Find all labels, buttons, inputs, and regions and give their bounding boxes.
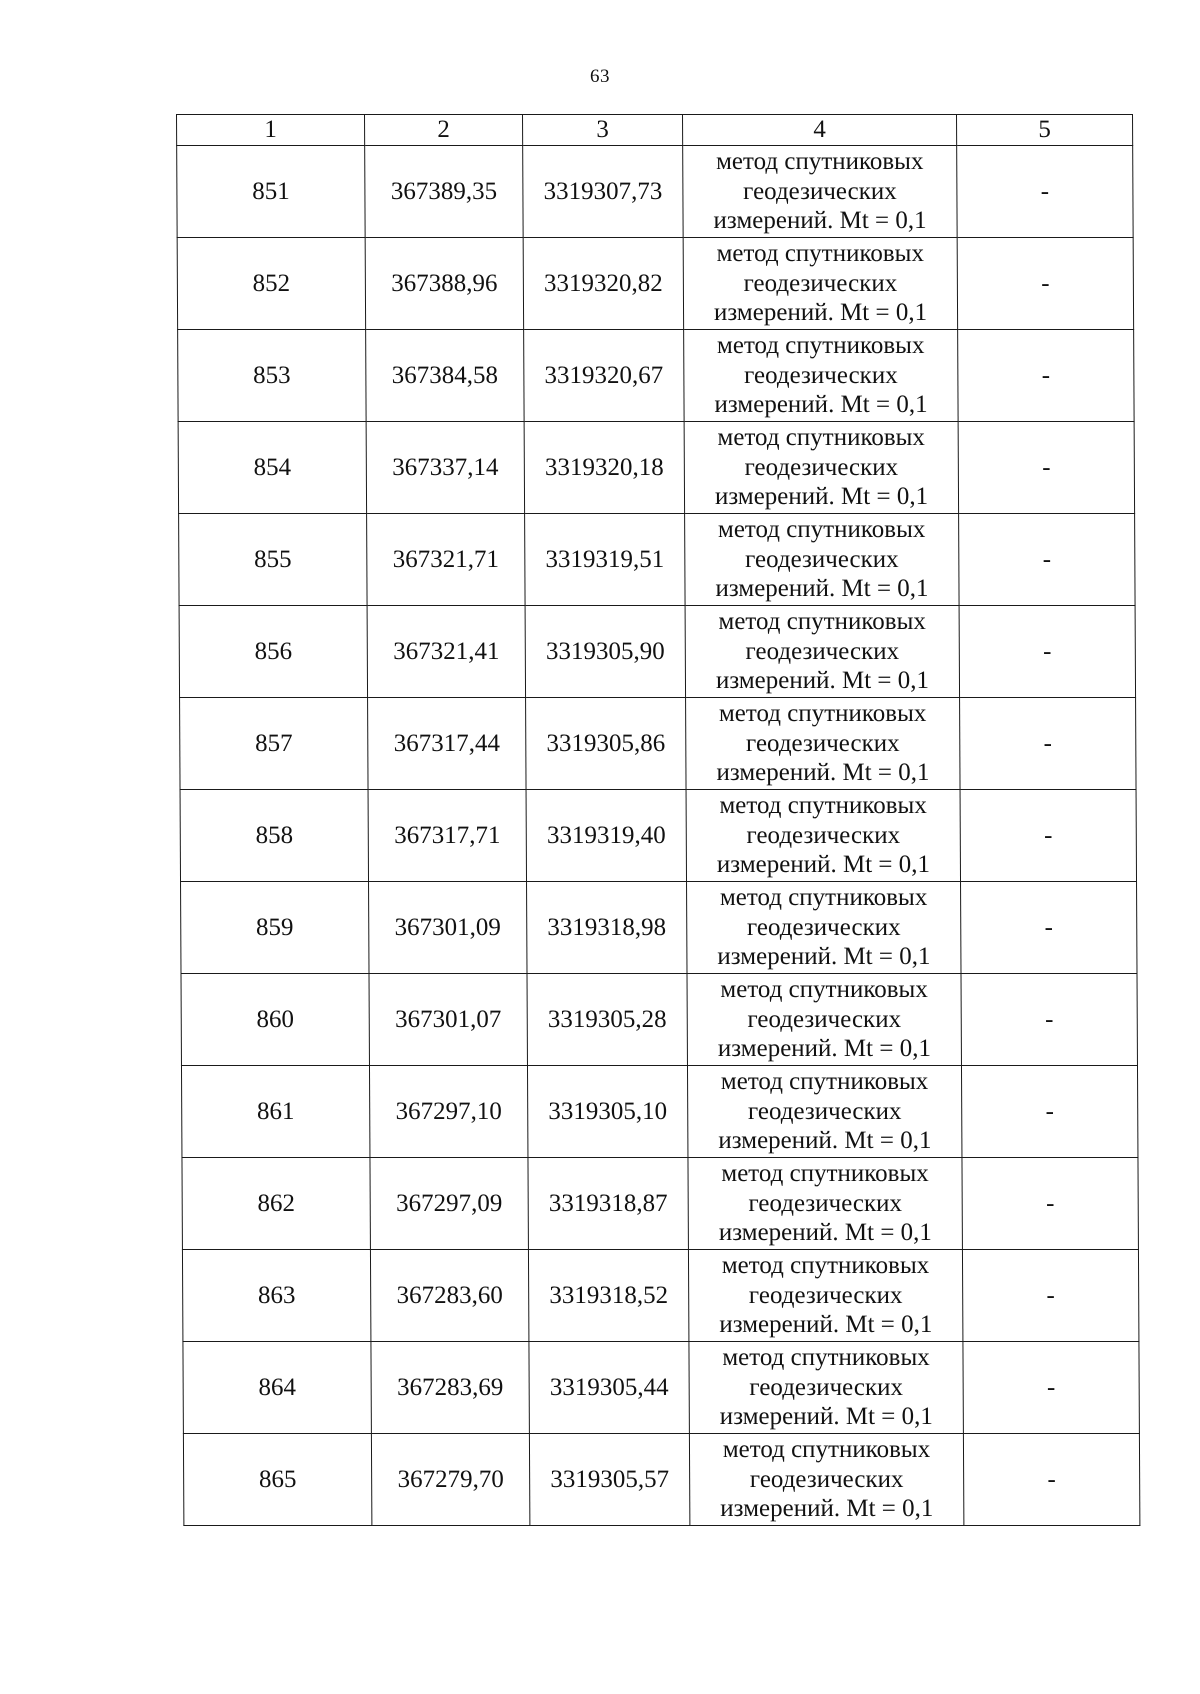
method-line: геодезических [749, 1465, 904, 1493]
x-coordinate-cell: 367384,58 [366, 330, 524, 422]
method-line: измерений. Mt = 0,1 [717, 943, 931, 971]
x-coordinate-cell: 367317,71 [368, 790, 526, 882]
y-coordinate-cell: 3319305,86 [526, 698, 686, 790]
method-line: измерений. Mt = 0,1 [714, 483, 929, 511]
method-line: измерений. Mt = 0,1 [715, 575, 929, 603]
table-row [182, 1250, 1138, 1342]
y-coordinate-cell: 3319319,40 [526, 790, 686, 882]
header-row [177, 115, 1133, 146]
method-cell [683, 146, 957, 238]
note-cell: - [960, 698, 1136, 790]
y-coordinate-cell: 3319320,82 [523, 238, 683, 330]
method-cell [685, 606, 959, 698]
method-cell [687, 882, 961, 974]
y-coordinate-cell: 3319305,10 [527, 1066, 687, 1158]
method-line: метод спутниковых [722, 1344, 930, 1372]
table-row [179, 514, 1135, 606]
y-coordinate-cell: 3319305,57 [529, 1434, 689, 1526]
point-number-cell: 858 [180, 790, 368, 882]
method-line: метод спутниковых [717, 516, 926, 544]
method-line: метод спутниковых [716, 240, 925, 268]
method-line: измерений. Mt = 0,1 [719, 1311, 933, 1339]
method-line: измерений. Mt = 0,1 [714, 391, 928, 419]
method-line: измерений. Mt = 0,1 [718, 1127, 932, 1155]
y-coordinate-cell: 3319318,87 [528, 1158, 688, 1250]
y-coordinate-cell: 3319320,18 [524, 422, 684, 514]
method-line: метод спутниковых [721, 1160, 929, 1188]
table-header [177, 115, 1133, 146]
x-coordinate-cell: 367389,35 [365, 146, 523, 238]
method-line: геодезических [743, 269, 898, 297]
point-number-cell: 859 [181, 882, 369, 974]
point-number-cell: 862 [182, 1158, 370, 1250]
method-line: измерений. Mt = 0,1 [716, 851, 931, 879]
table-row [177, 146, 1133, 238]
point-number-cell: 852 [177, 238, 365, 330]
point-number-cell: 863 [182, 1250, 370, 1342]
note-cell: - [958, 330, 1134, 422]
method-line: геодезических [748, 1189, 903, 1217]
method-line: геодезических [744, 453, 899, 481]
method-line: геодезических [747, 1097, 902, 1125]
method-line: измерений. Mt = 0,1 [719, 1403, 933, 1431]
table-body [177, 146, 1140, 1526]
x-coordinate-cell: 367283,60 [370, 1250, 528, 1342]
method-cell [686, 790, 960, 882]
x-coordinate-cell: 367297,09 [370, 1158, 528, 1250]
method-line: геодезических [745, 729, 900, 757]
table-row [182, 1158, 1138, 1250]
y-coordinate-cell: 3319305,28 [527, 974, 687, 1066]
x-coordinate-cell: 367317,44 [368, 698, 526, 790]
method-cell [686, 698, 960, 790]
method-line: метод спутниковых [722, 1436, 931, 1464]
x-coordinate-cell: 367337,14 [366, 422, 524, 514]
method-line: метод спутниковых [716, 332, 925, 360]
note-cell: - [961, 882, 1137, 974]
header-cell-2: 2 [365, 115, 523, 146]
point-number-cell: 855 [179, 514, 367, 606]
coordinates-table-wrapper [176, 114, 1139, 1526]
table-row [183, 1342, 1139, 1434]
y-coordinate-cell: 3319305,44 [529, 1342, 689, 1434]
method-line: измерений. Mt = 0,1 [713, 207, 927, 235]
point-number-cell: 854 [178, 422, 366, 514]
y-coordinate-cell: 3319318,98 [527, 882, 687, 974]
method-line: геодезических [746, 913, 901, 941]
method-line: измерений. Mt = 0,1 [713, 299, 928, 327]
coordinates-table [176, 114, 1140, 1526]
y-coordinate-cell: 3319318,52 [528, 1250, 688, 1342]
note-cell: - [962, 1250, 1138, 1342]
method-line: геодезических [743, 177, 897, 205]
point-number-cell: 864 [183, 1342, 371, 1434]
method-line: метод спутниковых [718, 700, 927, 728]
table-row [178, 422, 1134, 514]
table-row [180, 790, 1136, 882]
method-line: геодезических [744, 545, 899, 573]
note-cell: - [957, 238, 1133, 330]
note-cell: - [962, 1158, 1138, 1250]
method-line: геодезических [749, 1373, 904, 1401]
note-cell: - [958, 422, 1134, 514]
x-coordinate-cell: 367279,70 [371, 1434, 529, 1526]
table-row [177, 238, 1133, 330]
method-cell [687, 1066, 961, 1158]
note-cell: - [961, 1066, 1137, 1158]
method-cell [689, 1434, 963, 1526]
x-coordinate-cell: 367283,69 [371, 1342, 529, 1434]
y-coordinate-cell: 3319320,67 [524, 330, 684, 422]
point-number-cell: 856 [179, 606, 367, 698]
y-coordinate-cell: 3319319,51 [525, 514, 685, 606]
method-line: измерений. Mt = 0,1 [717, 1035, 931, 1063]
method-line: геодезических [744, 361, 898, 389]
note-cell: - [957, 146, 1133, 238]
method-line: геодезических [747, 1005, 902, 1033]
point-number-cell: 865 [183, 1434, 371, 1526]
table-row [179, 606, 1135, 698]
method-cell [684, 330, 958, 422]
note-cell: - [959, 606, 1135, 698]
table-row [181, 974, 1137, 1066]
method-line: измерений. Mt = 0,1 [718, 1219, 932, 1247]
method-cell [689, 1342, 963, 1434]
x-coordinate-cell: 367301,07 [369, 974, 527, 1066]
page-number: 63 [590, 66, 610, 87]
x-coordinate-cell: 367301,09 [369, 882, 527, 974]
method-cell [685, 514, 959, 606]
x-coordinate-cell: 367321,41 [367, 606, 525, 698]
header-cell-3: 3 [523, 115, 683, 146]
x-coordinate-cell: 367297,10 [369, 1066, 527, 1158]
note-cell: - [961, 974, 1137, 1066]
method-line: метод спутниковых [717, 424, 925, 452]
method-line: измерений. Mt = 0,1 [720, 1495, 934, 1523]
method-cell [688, 1250, 962, 1342]
table-row [181, 1066, 1137, 1158]
note-cell: - [963, 1342, 1139, 1434]
x-coordinate-cell: 367388,96 [365, 238, 523, 330]
table-row [180, 698, 1136, 790]
method-line: метод спутниковых [721, 1252, 930, 1280]
point-number-cell: 857 [180, 698, 368, 790]
method-cell [688, 1158, 962, 1250]
note-cell: - [963, 1434, 1139, 1526]
method-line: метод спутниковых [720, 1068, 929, 1096]
method-line: метод спутниковых [720, 976, 928, 1004]
table-row [178, 330, 1134, 422]
y-coordinate-cell: 3319307,73 [523, 146, 683, 238]
method-line: метод спутниковых [718, 608, 926, 636]
point-number-cell: 860 [181, 974, 369, 1066]
method-line: геодезических [748, 1281, 903, 1309]
method-line: измерений. Mt = 0,1 [715, 667, 930, 695]
method-line: геодезических [745, 637, 900, 665]
table-row [183, 1434, 1139, 1526]
point-number-cell: 861 [181, 1066, 369, 1158]
point-number-cell: 851 [177, 146, 365, 238]
y-coordinate-cell: 3319305,90 [525, 606, 685, 698]
note-cell: - [960, 790, 1136, 882]
method-cell [683, 238, 957, 330]
note-cell: - [959, 514, 1135, 606]
method-line: метод спутниковых [719, 792, 927, 820]
header-cell-1: 1 [177, 115, 365, 146]
method-cell [687, 974, 961, 1066]
x-coordinate-cell: 367321,71 [367, 514, 525, 606]
table-row [181, 882, 1137, 974]
header-cell-4: 4 [683, 115, 957, 146]
header-cell-5: 5 [957, 115, 1133, 146]
point-number-cell: 853 [178, 330, 366, 422]
method-line: метод спутниковых [715, 148, 924, 176]
method-line: геодезических [746, 821, 901, 849]
method-line: измерений. Mt = 0,1 [716, 759, 930, 787]
method-line: метод спутниковых [719, 884, 928, 912]
method-cell [684, 422, 958, 514]
